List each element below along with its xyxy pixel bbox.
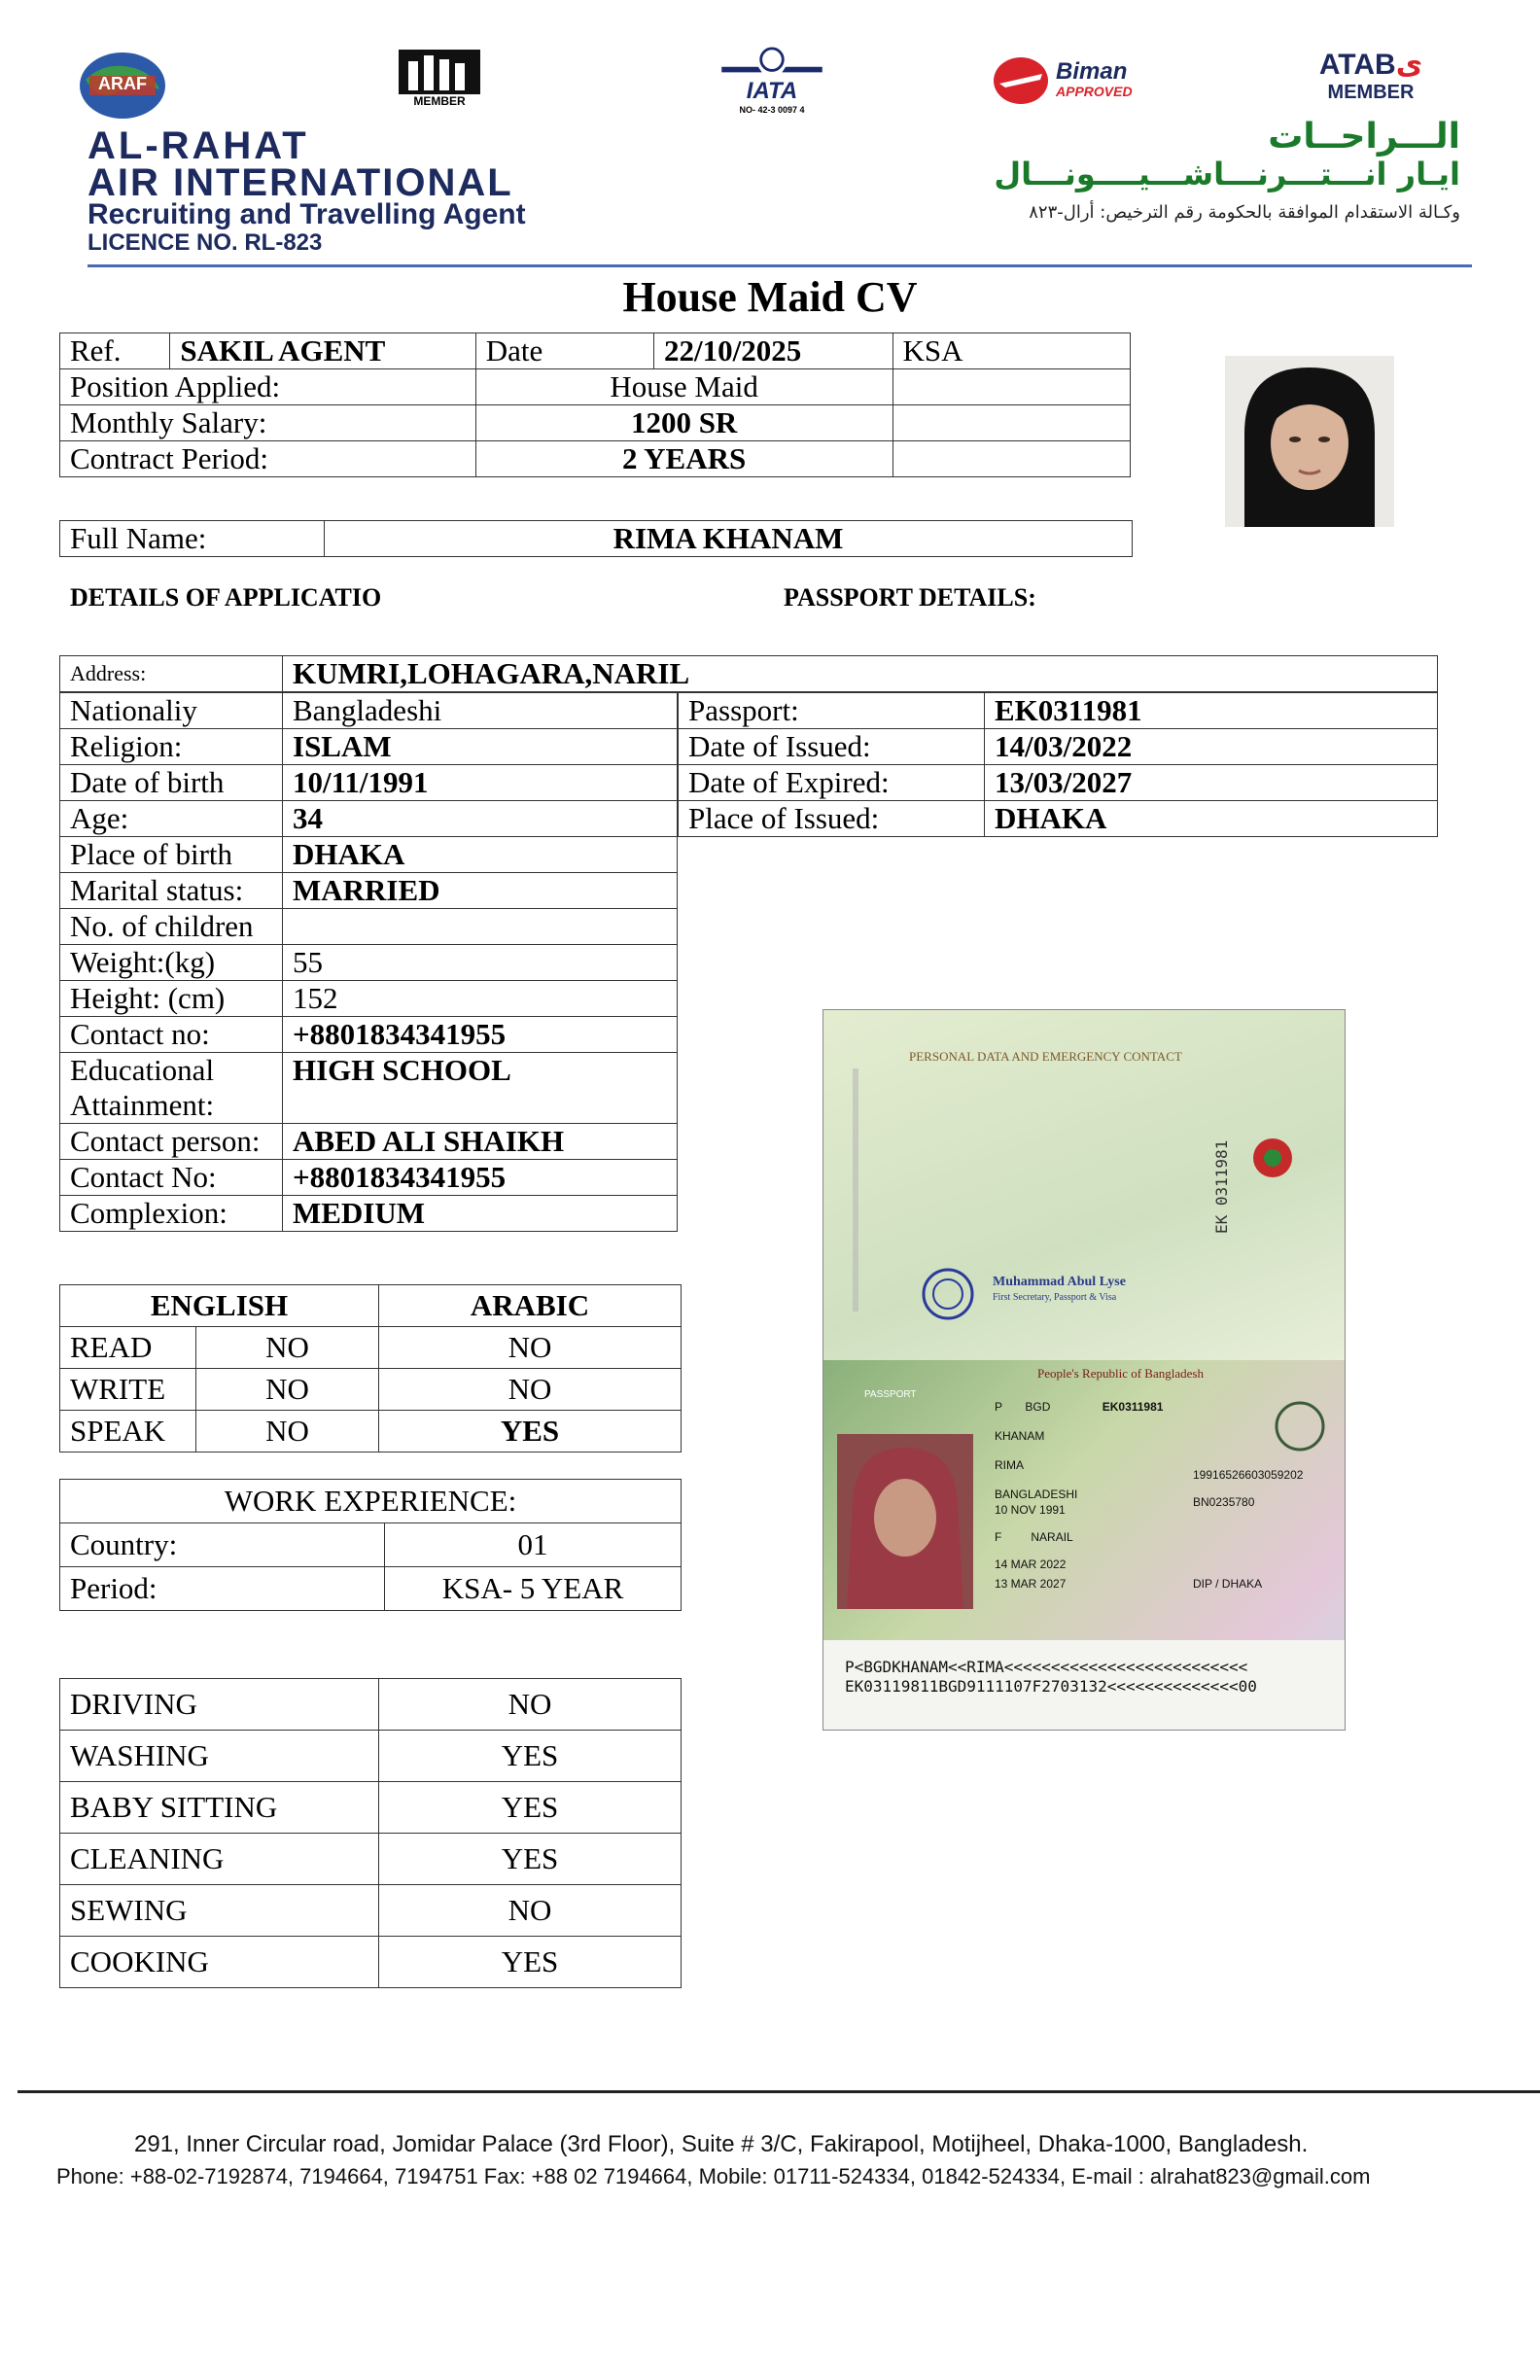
position-label-text: Position Applied: (70, 369, 281, 403)
table-row (679, 729, 1438, 765)
footer-contact: Phone: +88-02-7192874, 7194664, 7194751 Fax: +88 02 7194664, Mobile: 01711-524334, 01842-524334, E-mail : alrahat823@gmail.com (56, 2164, 1371, 2188)
detail-value: Bangladeshi (283, 693, 678, 729)
english-level: NO (196, 1411, 379, 1452)
biman-stork-icon (992, 56, 1050, 105)
skill-label: DRIVING (60, 1679, 379, 1731)
detail-value: 10/11/1991 (283, 765, 678, 801)
passport-label: Date of Issued: (679, 729, 985, 765)
language-skill-label: READ (60, 1327, 196, 1369)
baira-building-icon (399, 50, 480, 94)
company-name-line2: AIR INTERNATIONAL (88, 161, 513, 204)
detail-value: ISLAM (283, 729, 678, 765)
detail-label: Complexion: (60, 1196, 283, 1232)
job-info-table (59, 332, 1131, 477)
english-level: NO (196, 1327, 379, 1369)
mrz-line-2: EK03119811BGD9111107F2703132<<<<<<<<<<<<<<00 (845, 1677, 1257, 1696)
mrz-line-1: P<BGDKHANAM<<RIMA<<<<<<<<<<<<<<<<<<<<<<<<<< (845, 1658, 1248, 1676)
table-row (60, 1480, 682, 1523)
section-details-heading: DETAILS OF APPLICATIO (70, 583, 382, 612)
table-row (60, 1567, 682, 1611)
arabic-level: NO (379, 1327, 682, 1369)
date-label: Date (475, 333, 653, 369)
position-label (60, 369, 476, 405)
company-name-line1: AL-RAHAT (88, 124, 309, 167)
table-row (60, 1369, 682, 1411)
table-row (679, 801, 1438, 837)
licence-number: LICENCE NO. RL-823 (88, 229, 323, 256)
bio-given-name: RIMA (995, 1458, 1024, 1472)
table-row (60, 693, 678, 729)
passport-details-table (678, 692, 1438, 837)
header-divider (88, 264, 1472, 267)
table-row (60, 333, 1131, 369)
detail-value: ABED ALI SHAIKH (283, 1124, 678, 1160)
detail-value: 152 (283, 981, 678, 1017)
arabic-level: NO (379, 1369, 682, 1411)
contract-label: Contract Period: (60, 441, 476, 477)
table-row (60, 441, 1131, 477)
table-row (60, 981, 678, 1017)
table-row (60, 873, 678, 909)
full-name-value: RIMA KHANAM (325, 521, 1133, 557)
passport-label: Date of Expired: (679, 765, 985, 801)
holder-portrait-icon (837, 1434, 973, 1609)
araf-text: ARAF (98, 74, 147, 93)
empty-cell (892, 441, 1130, 477)
table-row (60, 1017, 678, 1053)
country-banner: People's Republic of Bangladesh (1037, 1366, 1204, 1381)
empty-cell (892, 369, 1130, 405)
detail-label: Nationaliy (60, 693, 283, 729)
bio-fields (995, 1399, 1163, 1592)
table-row (60, 1196, 678, 1232)
passport-data-page (823, 1010, 1345, 1360)
bio-nationality: BANGLADESHI (995, 1488, 1078, 1501)
skill-value: YES (379, 1834, 682, 1885)
atab-text: ATABﻯ (1318, 49, 1423, 81)
skill-value: NO (379, 1885, 682, 1937)
letterhead (0, 0, 1540, 282)
atab-member-text: MEMBER (1327, 82, 1415, 103)
detail-value (283, 909, 678, 945)
table-row (60, 405, 1131, 441)
table-row (60, 1885, 682, 1937)
skill-value: YES (379, 1937, 682, 1988)
arabic-level: YES (379, 1411, 682, 1452)
atab-word: ATAB (1318, 49, 1396, 81)
period-value: KSA- 5 YEAR (385, 1567, 682, 1611)
table-row (60, 909, 678, 945)
table-row (60, 1160, 678, 1196)
table-row (60, 1053, 678, 1124)
address-table (59, 655, 1438, 692)
table-row (60, 729, 678, 765)
arabic-name-line2: ايـار انـــتـــرنـــاشـــيــــونـــال (994, 156, 1460, 192)
table-row (60, 1285, 682, 1327)
detail-label: Weight:(kg) (60, 945, 283, 981)
biman-logo (992, 56, 1186, 107)
holder-photo (837, 1434, 973, 1609)
atab-logo (1293, 49, 1449, 103)
table-row (60, 1124, 678, 1160)
detail-label: Marital status: (60, 873, 283, 909)
full-name-label: Full Name: (60, 521, 325, 557)
arabic-licence: وكـالة الاستقدام الموافقة بالحكومة رقم الترخيص: أرال-٨٢٣ (1029, 202, 1460, 223)
table-row (60, 1411, 682, 1452)
signatory-title: First Secretary, Passport & Visa (993, 1292, 1117, 1303)
details-table (59, 692, 678, 1232)
biman-text: Biman (1056, 58, 1128, 85)
bio-type-row (995, 1399, 1163, 1415)
work-experience-title: WORK EXPERIENCE: (60, 1480, 682, 1523)
address-value: KUMRI,LOHAGARA,NARIL (283, 656, 1438, 692)
detail-value: +8801834341955 (283, 1017, 678, 1053)
bio-fields-right (1193, 1467, 1303, 1592)
skill-label: SEWING (60, 1885, 379, 1937)
detail-value: +8801834341955 (283, 1160, 678, 1196)
side-passport-number: EK 0311981 (1212, 1139, 1231, 1234)
destination-country: KSA (892, 333, 1130, 369)
passport-word: PASSPORT (864, 1389, 917, 1400)
passport-value: DHAKA (985, 801, 1438, 837)
biman-approved-text: APPROVED (1056, 84, 1133, 99)
skill-value: YES (379, 1782, 682, 1834)
table-row (60, 801, 678, 837)
salary-label: Monthly Salary: (60, 405, 476, 441)
date-value: 22/10/2025 (654, 333, 893, 369)
position-value: House Maid (475, 369, 892, 405)
table-row (60, 1523, 682, 1567)
work-experience-table (59, 1479, 682, 1611)
bio-expiry: 13 MAR 2027 (995, 1577, 1067, 1591)
perforation (853, 1068, 858, 1312)
skill-label: COOKING (60, 1937, 379, 1988)
language-skill-label: SPEAK (60, 1411, 196, 1452)
detail-label: Contact No: (60, 1160, 283, 1196)
table-row (60, 521, 1133, 557)
section-passport-heading: PASSPORT DETAILS: (784, 583, 1036, 612)
detail-label: Date of birth (60, 765, 283, 801)
table-row (60, 1834, 682, 1885)
iata-logo (714, 47, 830, 115)
emergency-contact-heading: PERSONAL DATA AND EMERGENCY CONTACT (909, 1049, 1182, 1064)
detail-label: Height: (cm) (60, 981, 283, 1017)
table-row (60, 1679, 682, 1731)
applicant-photo (1225, 356, 1394, 527)
detail-value: 55 (283, 945, 678, 981)
arabic-header: ARABIC (379, 1285, 682, 1327)
passport-value: 14/03/2022 (985, 729, 1438, 765)
detail-value: 34 (283, 801, 678, 837)
detail-label: No. of children (60, 909, 283, 945)
skill-label: CLEANING (60, 1834, 379, 1885)
iata-wings-icon (718, 47, 825, 78)
education-label-line2: Attainment: (70, 1088, 215, 1122)
page-title: House Maid CV (622, 273, 918, 321)
table-row (60, 1782, 682, 1834)
passport-seal-icon (1273, 1399, 1327, 1453)
detail-value: DHAKA (283, 837, 678, 873)
detail-label: Place of birth (60, 837, 283, 873)
footer-divider (18, 2090, 1540, 2093)
country-code: BGD (1025, 1400, 1051, 1414)
portrait-icon (1225, 356, 1394, 527)
skill-label: BABY SITTING (60, 1782, 379, 1834)
bio-issue: 14 MAR 2022 (995, 1558, 1067, 1571)
skill-value: NO (379, 1679, 682, 1731)
detail-label: Religion: (60, 729, 283, 765)
bio-dob: 10 NOV 1991 (995, 1503, 1066, 1517)
table-row (60, 656, 1438, 692)
table-row (60, 765, 678, 801)
table-row (60, 945, 678, 981)
education-label (60, 1053, 283, 1124)
ref-label: Ref. (60, 333, 170, 369)
baira-logo (397, 49, 482, 109)
bio-personal-no: 19916526603059202 (1193, 1468, 1304, 1482)
salary-value: 1200 SR (475, 405, 892, 441)
education-label-line1: Educational (70, 1053, 215, 1087)
detail-value: MARRIED (283, 873, 678, 909)
ref-value: SAKIL AGENT (170, 333, 475, 369)
passport-scan (822, 1009, 1346, 1731)
bio-surname: KHANAM (995, 1429, 1045, 1443)
english-level: NO (196, 1369, 379, 1411)
detail-label: Contact person: (60, 1124, 283, 1160)
country-value: 01 (385, 1523, 682, 1567)
skills-table (59, 1678, 682, 1988)
table-row (60, 1937, 682, 1988)
footer-address: 291, Inner Circular road, Jomidar Palace (3rd Floor), Suite # 3/C, Fakirapool, Motijheel, Dhaka-1000, Bangladesh. (134, 2131, 1309, 2157)
country-label: Country: (60, 1523, 385, 1567)
languages-table (59, 1284, 682, 1452)
consulate-stamp-icon (921, 1267, 975, 1321)
passport-value: 13/03/2027 (985, 765, 1438, 801)
passport-value: EK0311981 (985, 693, 1438, 729)
bio-sex-place (995, 1529, 1163, 1545)
baira-member-text: MEMBER (413, 94, 466, 108)
table-row (60, 1327, 682, 1369)
scan-passport-number: EK0311981 (1102, 1400, 1164, 1414)
full-name-table (59, 520, 1133, 557)
table-row (60, 1731, 682, 1782)
company-tagline: Recruiting and Travelling Agent (88, 198, 526, 230)
bio-sex: F (995, 1530, 1002, 1544)
passport-label: Place of Issued: (679, 801, 985, 837)
detail-label: Contact no: (60, 1017, 283, 1053)
period-label: Period: (60, 1567, 385, 1611)
signatory-name: Muhammad Abul Lyse (993, 1275, 1126, 1289)
detail-label: Age: (60, 801, 283, 837)
address-label: Address: (60, 656, 283, 692)
arabic-name-line1: الـــراحــات (1268, 117, 1460, 157)
passport-label: Passport: (679, 693, 985, 729)
passport-bio-page (823, 1360, 1345, 1730)
table-row (60, 369, 1131, 405)
bio-prev-passport: BN0235780 (1193, 1495, 1255, 1509)
education-value: HIGH SCHOOL (283, 1053, 678, 1124)
bio-place: NARAIL (1031, 1530, 1073, 1544)
passport-type: P (995, 1400, 1003, 1414)
bangladesh-emblem-icon (1251, 1137, 1294, 1179)
english-header: ENGLISH (60, 1285, 379, 1327)
language-skill-label: WRITE (60, 1369, 196, 1411)
table-row (60, 837, 678, 873)
araf-logo (76, 51, 169, 121)
contract-value: 2 YEARS (475, 441, 892, 477)
table-row (679, 693, 1438, 729)
detail-value: MEDIUM (283, 1196, 678, 1232)
skill-label: WASHING (60, 1731, 379, 1782)
table-row (679, 765, 1438, 801)
bio-authority: DIP / DHAKA (1193, 1577, 1263, 1591)
skill-value: YES (379, 1731, 682, 1782)
iata-number: NO- 42-3 0097 4 (739, 105, 805, 115)
iata-text: IATA (746, 78, 798, 104)
empty-cell (892, 405, 1130, 441)
